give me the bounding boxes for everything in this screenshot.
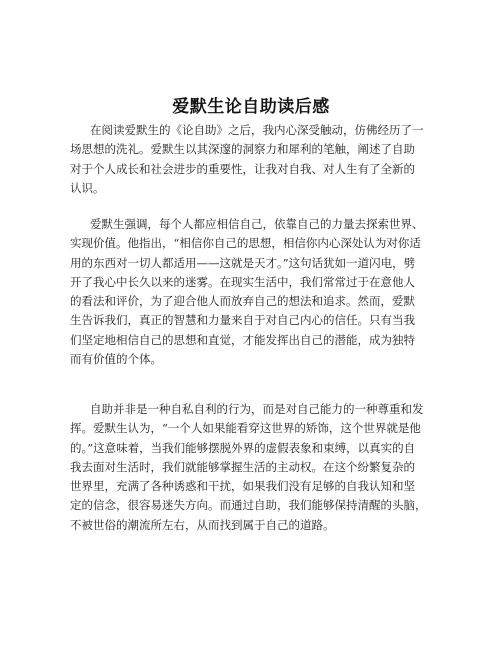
paragraph-1	[70, 121, 450, 198]
paragraph-2	[70, 215, 450, 369]
paragraph-line: 的。”这意味着，当我们能够摆脱外界的虚假表象和束缚，以真实的自	[70, 440, 416, 455]
paragraph-line: 而有价值的个体。	[70, 352, 162, 367]
paragraph-3	[70, 400, 450, 535]
paragraph-line: 爱默生强调，每个人都应相信自己，依靠自己的力量去探索世界、	[90, 217, 424, 231]
paragraph-line: 世界里，充满了各种诱惑和干扰，如果我们没有足够的自我认知和坚	[70, 479, 415, 494]
paragraph-line: 生告诉我们，真正的智慧和力量来自于对自己内心的信任。只有当我	[70, 313, 415, 328]
paragraph-line: 定的信念，很容易迷失方向。而通过自助，我们能够保持清醒的头脑，	[70, 498, 427, 513]
paragraph-line: 的看法和评价，为了迎合他人而放弃自己的想法和追求。然而，爱默	[70, 294, 415, 309]
paragraph-line: 场思想的洗礼。爱默生以其深邃的洞察力和犀利的笔触，阐述了自助	[70, 142, 415, 157]
paragraph-line: 不被世俗的潮流所左右，从而找到属于自己的道路。	[70, 517, 335, 532]
paragraph-line: 用的东西对一切人都适用——这就是天才。”这句话犹如一道闪电，劈	[70, 255, 416, 270]
document-title: 爱默生论自助读后感	[172, 97, 330, 117]
paragraph-line: 自助并非是一种自私自利的行为，而是对自己能力的一种尊重和发	[90, 402, 424, 416]
paragraph-line: 实现价值。他指出，“相信你自己的思想，相信你内心深处认为对你适	[70, 236, 421, 251]
paragraph-line: 我去面对生活时，我们就能够掌握生活的主动权。在这个纷繁复杂的	[70, 459, 415, 474]
paragraph-line: 们坚定地相信自己的思想和直觉，才能发挥出自己的潜能，成为独特	[70, 332, 415, 347]
paragraph-line: 开了我心中长久以来的迷雾。在现实生活中，我们常常过于在意他人	[70, 274, 415, 289]
paragraph-line: 对于个人成长和社会进步的重要性，让我对自我、对人生有了全新的	[70, 161, 415, 176]
paragraph-line: 挥。爱默生认为，“一个人如果能看穿这世界的矫饰，这个世界就是他	[70, 421, 421, 436]
paragraph-line: 在阅读爱默生的《论自助》之后，我内心深受触动，仿佛经历了一	[90, 123, 424, 137]
paragraph-line: 认识。	[70, 180, 105, 195]
